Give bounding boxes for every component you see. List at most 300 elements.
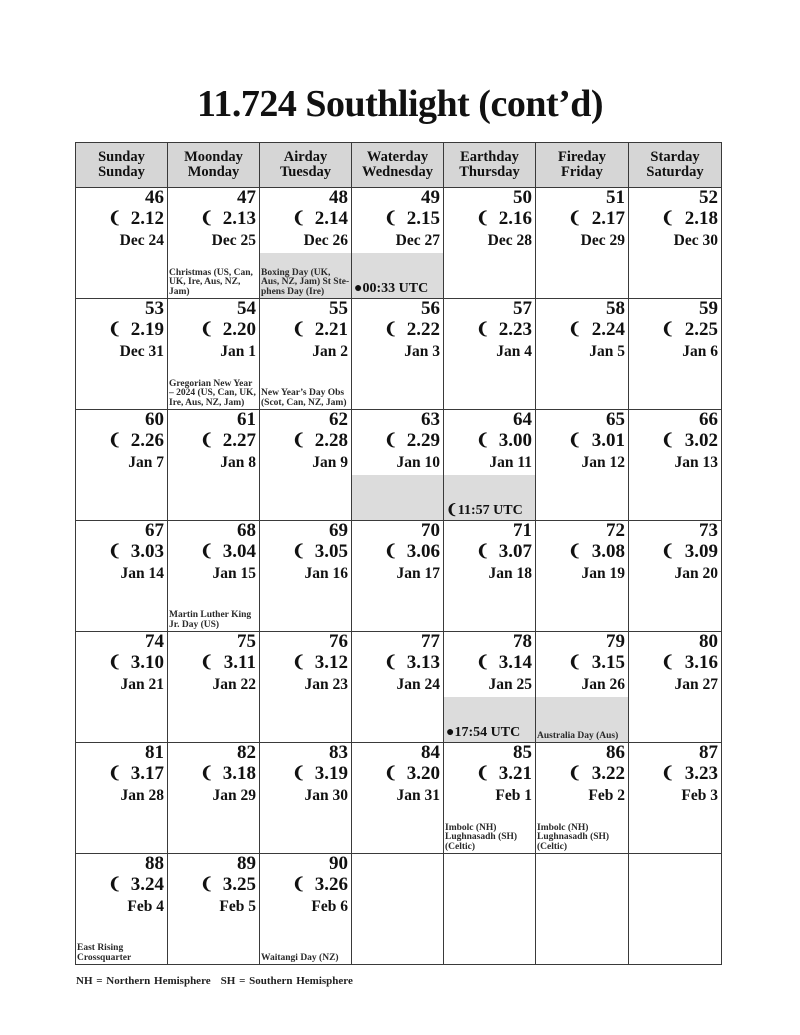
crescent-moon-icon: ❨ <box>200 321 214 338</box>
lunar-date <box>172 319 256 341</box>
moon-phase-time: ❨11:57 UTC <box>446 503 523 518</box>
lunar-value: 3.08 <box>591 541 625 562</box>
lunar-date <box>633 430 718 452</box>
crescent-moon-icon: ❨ <box>200 432 214 449</box>
day-number: 72 <box>606 520 625 541</box>
day-number: 54 <box>237 298 256 319</box>
day-number: 86 <box>606 742 625 763</box>
lunar-value: 3.21 <box>498 763 532 784</box>
day-number: 76 <box>329 631 348 652</box>
day-number: 55 <box>329 298 348 319</box>
header-tuesday: Airday Tuesday <box>260 143 352 188</box>
lunar-value: 3.00 <box>498 430 532 451</box>
week-row <box>76 854 722 965</box>
lunar-value: 3.19 <box>314 763 348 784</box>
lunar-value: 3.07 <box>498 541 532 562</box>
crescent-moon-icon: ❨ <box>568 210 582 227</box>
gregorian-date: Dec 29 <box>580 232 625 249</box>
footnote-nh: NH = Northern Hemisphere <box>76 975 211 987</box>
highlight-shade <box>352 475 443 520</box>
holiday-note: East Rising Crossquarter <box>77 943 132 963</box>
day-cell <box>536 410 629 521</box>
day-number: 84 <box>421 742 440 763</box>
lunar-value: 3.14 <box>498 652 532 673</box>
day-number: 60 <box>145 409 164 430</box>
lunar-date <box>633 208 718 230</box>
crescent-moon-icon: ❨ <box>476 654 490 671</box>
lunar-value: 3.09 <box>684 541 718 562</box>
lunar-date <box>448 763 532 785</box>
day-cell <box>168 521 260 632</box>
day-cell <box>168 632 260 743</box>
lunar-value: 3.20 <box>406 763 440 784</box>
lunar-value: 2.14 <box>314 208 348 229</box>
lunar-value: 2.26 <box>130 430 164 451</box>
lunar-date <box>448 319 532 341</box>
day-number: 82 <box>237 742 256 763</box>
lunar-date <box>264 652 348 674</box>
crescent-moon-icon: ❨ <box>108 654 122 671</box>
day-cell <box>260 743 352 854</box>
crescent-moon-icon: ❨ <box>384 543 398 560</box>
gregorian-date: Jan 14 <box>120 565 164 582</box>
gregorian-date: Jan 3 <box>404 343 440 360</box>
gregorian-date: Jan 5 <box>589 343 625 360</box>
crescent-moon-icon: ❨ <box>568 765 582 782</box>
lunar-date <box>633 652 718 674</box>
crescent-moon-icon: ❨ <box>661 432 675 449</box>
lunar-date <box>80 208 164 230</box>
day-cell <box>629 632 722 743</box>
day-number: 64 <box>513 409 532 430</box>
lunar-value: 3.25 <box>222 874 256 895</box>
lunar-value: 2.29 <box>406 430 440 451</box>
holiday-note: Waitangi Day (NZ) <box>261 952 339 963</box>
gregorian-date: Jan 27 <box>674 676 718 693</box>
lunar-value: 3.05 <box>314 541 348 562</box>
holiday-note: Australia Day (Aus) <box>537 730 619 741</box>
day-cell <box>352 188 444 299</box>
day-cell <box>352 854 444 965</box>
crescent-moon-icon: ❨ <box>476 765 490 782</box>
crescent-moon-icon: ❨ <box>661 654 675 671</box>
day-cell <box>168 743 260 854</box>
lunar-date <box>80 319 164 341</box>
day-number: 59 <box>699 298 718 319</box>
lunar-date <box>540 763 625 785</box>
lunar-value: 3.11 <box>223 652 256 673</box>
gregorian-date: Jan 11 <box>489 454 532 471</box>
day-cell <box>76 521 168 632</box>
lunar-value: 3.22 <box>591 763 625 784</box>
lunar-date <box>172 208 256 230</box>
day-number: 75 <box>237 631 256 652</box>
lunar-date <box>633 541 718 563</box>
gregorian-date: Jan 19 <box>581 565 625 582</box>
lunar-value: 3.03 <box>130 541 164 562</box>
gregorian-date: Dec 30 <box>673 232 718 249</box>
day-number: 63 <box>421 409 440 430</box>
lunar-value: 2.22 <box>406 319 440 340</box>
gregorian-date: Jan 7 <box>128 454 164 471</box>
day-cell <box>76 188 168 299</box>
gregorian-date: Feb 5 <box>219 898 256 915</box>
crescent-moon-icon: ❨ <box>384 210 398 227</box>
day-number: 48 <box>329 187 348 208</box>
day-number: 73 <box>699 520 718 541</box>
lunar-value: 2.12 <box>130 208 164 229</box>
lunar-value: 3.12 <box>314 652 348 673</box>
day-number: 47 <box>237 187 256 208</box>
day-cell <box>629 743 722 854</box>
crescent-moon-icon: ❨ <box>108 432 122 449</box>
day-cell <box>629 299 722 410</box>
gregorian-date: Dec 26 <box>303 232 348 249</box>
day-cell <box>260 632 352 743</box>
lunar-date <box>540 652 625 674</box>
day-cell <box>76 854 168 965</box>
crescent-moon-icon: ❨ <box>292 654 306 671</box>
day-cell <box>536 188 629 299</box>
lunar-date <box>540 208 625 230</box>
crescent-moon-icon: ❨ <box>292 876 306 893</box>
lunar-date <box>448 430 532 452</box>
lunar-value: 3.17 <box>130 763 164 784</box>
footnote-legend <box>76 975 353 987</box>
day-cell <box>629 521 722 632</box>
crescent-moon-icon: ❨ <box>108 321 122 338</box>
lunar-date <box>264 874 348 896</box>
crescent-moon-icon: ❨ <box>292 432 306 449</box>
day-number: 68 <box>237 520 256 541</box>
lunar-date <box>633 319 718 341</box>
crescent-moon-icon: ❨ <box>476 210 490 227</box>
holiday-note: Boxing Day (UK, Aus, NZ, Jam) St Ste- phens Day (Ire) <box>261 267 350 297</box>
lunar-value: 3.10 <box>130 652 164 673</box>
gregorian-date: Feb 2 <box>588 787 625 804</box>
crescent-moon-icon: ❨ <box>384 321 398 338</box>
lunar-value: 3.02 <box>684 430 718 451</box>
crescent-moon-icon: ❨ <box>200 765 214 782</box>
lunar-date <box>80 430 164 452</box>
day-cell <box>444 410 536 521</box>
week-row <box>76 632 722 743</box>
lunar-value: 3.13 <box>406 652 440 673</box>
day-cell <box>352 632 444 743</box>
crescent-moon-icon: ❨ <box>568 432 582 449</box>
day-cell <box>260 521 352 632</box>
crescent-moon-icon: ❨ <box>108 210 122 227</box>
lunar-date <box>540 319 625 341</box>
day-cell <box>444 299 536 410</box>
lunar-date <box>356 763 440 785</box>
day-number: 66 <box>699 409 718 430</box>
lunar-date <box>264 430 348 452</box>
crescent-moon-icon: ❨ <box>661 210 675 227</box>
page-title: 11.724 Southlight (cont’d) <box>196 83 604 125</box>
lunar-value: 2.28 <box>314 430 348 451</box>
lunar-date <box>356 652 440 674</box>
gregorian-date: Jan 25 <box>488 676 532 693</box>
crescent-moon-icon: ❨ <box>568 543 582 560</box>
week-row <box>76 410 722 521</box>
crescent-moon-icon: ❨ <box>292 543 306 560</box>
day-cell <box>536 299 629 410</box>
gregorian-date: Feb 1 <box>495 787 532 804</box>
day-number: 79 <box>606 631 625 652</box>
lunar-date <box>80 652 164 674</box>
day-number: 88 <box>145 853 164 874</box>
day-number: 83 <box>329 742 348 763</box>
lunar-value: 3.01 <box>591 430 625 451</box>
day-cell <box>352 410 444 521</box>
gregorian-date: Jan 24 <box>396 676 440 693</box>
day-cell <box>629 410 722 521</box>
gregorian-date: Jan 4 <box>496 343 532 360</box>
day-cell <box>536 854 629 965</box>
lunar-value: 2.20 <box>222 319 256 340</box>
gregorian-date: Feb 6 <box>311 898 348 915</box>
crescent-moon-icon: ❨ <box>661 321 675 338</box>
header-thursday: Earthday Thursday <box>444 143 536 188</box>
gregorian-date: Jan 12 <box>581 454 625 471</box>
gregorian-date: Dec 31 <box>119 343 164 360</box>
crescent-moon-icon: ❨ <box>384 654 398 671</box>
day-number: 90 <box>329 853 348 874</box>
crescent-moon-icon: ❨ <box>108 543 122 560</box>
lunar-value: 2.19 <box>130 319 164 340</box>
lunar-value: 3.26 <box>314 874 348 895</box>
week-row <box>76 299 722 410</box>
gregorian-date: Jan 30 <box>304 787 348 804</box>
crescent-moon-icon: ❨ <box>200 210 214 227</box>
day-cell <box>444 743 536 854</box>
day-number: 70 <box>421 520 440 541</box>
day-number: 58 <box>606 298 625 319</box>
day-number: 77 <box>421 631 440 652</box>
header-saturday: Starday Saturday <box>629 143 722 188</box>
day-cell <box>629 854 722 965</box>
gregorian-date: Dec 25 <box>211 232 256 249</box>
weekday-header-row <box>76 143 722 188</box>
crescent-moon-icon: ❨ <box>661 765 675 782</box>
crescent-moon-icon: ❨ <box>200 654 214 671</box>
lunar-value: 2.15 <box>406 208 440 229</box>
day-number: 85 <box>513 742 532 763</box>
day-number: 81 <box>145 742 164 763</box>
gregorian-date: Jan 22 <box>212 676 256 693</box>
day-number: 57 <box>513 298 532 319</box>
gregorian-date: Jan 28 <box>120 787 164 804</box>
lunar-date <box>356 541 440 563</box>
lunar-value: 3.24 <box>130 874 164 895</box>
lunar-date <box>264 763 348 785</box>
day-number: 62 <box>329 409 348 430</box>
gregorian-date: Dec 28 <box>487 232 532 249</box>
day-cell <box>352 743 444 854</box>
gregorian-date: Jan 15 <box>212 565 256 582</box>
gregorian-date: Dec 27 <box>395 232 440 249</box>
gregorian-date: Feb 4 <box>127 898 164 915</box>
lunar-value: 3.23 <box>684 763 718 784</box>
lunar-date <box>356 319 440 341</box>
gregorian-date: Jan 26 <box>581 676 625 693</box>
crescent-moon-icon: ❨ <box>568 321 582 338</box>
day-number: 80 <box>699 631 718 652</box>
day-cell <box>536 521 629 632</box>
lunar-date <box>264 319 348 341</box>
header-monday: Moonday Monday <box>168 143 260 188</box>
day-number: 53 <box>145 298 164 319</box>
crescent-moon-icon: ❨ <box>661 543 675 560</box>
crescent-moon-icon: ❨ <box>568 654 582 671</box>
gregorian-date: Jan 13 <box>674 454 718 471</box>
crescent-moon-icon: ❨ <box>384 432 398 449</box>
day-cell <box>168 854 260 965</box>
calendar-grid <box>75 142 722 965</box>
lunar-value: 2.17 <box>591 208 625 229</box>
lunar-value: 3.18 <box>222 763 256 784</box>
holiday-note: Gregorian New Year – 2024 (US, Can, UK, Ire, Aus, NZ, Jam) <box>169 378 256 408</box>
holiday-note: New Year’s Day Obs (Scot, Can, NZ, Jam) <box>261 388 347 408</box>
holiday-note: Martin Luther King Jr. Day (US) <box>169 610 252 630</box>
crescent-moon-icon: ❨ <box>292 321 306 338</box>
lunar-value: 3.16 <box>684 652 718 673</box>
lunar-date <box>80 541 164 563</box>
day-cell <box>352 299 444 410</box>
day-cell <box>168 188 260 299</box>
crescent-moon-icon: ❨ <box>200 543 214 560</box>
gregorian-date: Jan 23 <box>304 676 348 693</box>
day-number: 61 <box>237 409 256 430</box>
lunar-date <box>172 430 256 452</box>
day-number: 50 <box>513 187 532 208</box>
gregorian-date: Jan 18 <box>488 565 532 582</box>
gregorian-date: Jan 10 <box>396 454 440 471</box>
day-number: 51 <box>606 187 625 208</box>
holiday-note: Christmas (US, Can, UK, Ire, Aus, NZ, Jam) <box>169 267 253 297</box>
day-cell <box>260 188 352 299</box>
lunar-date <box>80 874 164 896</box>
lunar-date <box>172 652 256 674</box>
day-number: 87 <box>699 742 718 763</box>
crescent-moon-icon: ❨ <box>476 321 490 338</box>
lunar-date <box>633 763 718 785</box>
day-cell <box>444 632 536 743</box>
week-row <box>76 743 722 854</box>
crescent-moon-icon: ❨ <box>292 210 306 227</box>
footnote-sh: SH = Southern Hemisphere <box>220 975 353 987</box>
holiday-note: Imbolc (NH) Lughnasadh (SH) (Celtic) <box>445 822 518 852</box>
day-number: 49 <box>421 187 440 208</box>
lunar-date <box>540 430 625 452</box>
day-number: 89 <box>237 853 256 874</box>
gregorian-date: Jan 1 <box>220 343 256 360</box>
header-sunday: Sunday Sunday <box>76 143 168 188</box>
holiday-note: Imbolc (NH) Lughnasadh (SH) (Celtic) <box>537 822 610 852</box>
day-cell <box>76 410 168 521</box>
lunar-value: 3.15 <box>591 652 625 673</box>
week-row <box>76 188 722 299</box>
lunar-value: 2.24 <box>591 319 625 340</box>
day-number: 65 <box>606 409 625 430</box>
day-number: 74 <box>145 631 164 652</box>
lunar-value: 2.21 <box>314 319 348 340</box>
gregorian-date: Jan 8 <box>220 454 256 471</box>
lunar-value: 2.23 <box>498 319 532 340</box>
lunar-value: 3.06 <box>406 541 440 562</box>
lunar-value: 2.16 <box>498 208 532 229</box>
moon-phase-time: ●00:33 UTC <box>354 281 429 296</box>
gregorian-date: Jan 9 <box>312 454 348 471</box>
day-cell <box>444 521 536 632</box>
header-friday: Fireday Friday <box>536 143 629 188</box>
day-number: 46 <box>145 187 164 208</box>
gregorian-date: Jan 17 <box>396 565 440 582</box>
crescent-moon-icon: ❨ <box>108 765 122 782</box>
moon-phase-time: ●17:54 UTC <box>446 725 521 740</box>
day-number: 56 <box>421 298 440 319</box>
day-cell <box>76 632 168 743</box>
day-cell <box>168 299 260 410</box>
lunar-date <box>172 763 256 785</box>
lunar-value: 2.18 <box>684 208 718 229</box>
gregorian-date: Jan 16 <box>304 565 348 582</box>
lunar-date <box>356 208 440 230</box>
day-cell <box>629 188 722 299</box>
crescent-moon-icon: ❨ <box>292 765 306 782</box>
week-row <box>76 521 722 632</box>
lunar-value: 2.13 <box>222 208 256 229</box>
gregorian-date: Feb 3 <box>681 787 718 804</box>
crescent-moon-icon: ❨ <box>384 765 398 782</box>
lunar-date <box>80 763 164 785</box>
gregorian-date: Jan 6 <box>682 343 718 360</box>
lunar-date <box>172 541 256 563</box>
day-cell <box>536 632 629 743</box>
day-cell <box>260 410 352 521</box>
lunar-date <box>448 652 532 674</box>
crescent-moon-icon: ❨ <box>108 876 122 893</box>
crescent-moon-icon: ❨ <box>476 543 490 560</box>
day-number: 78 <box>513 631 532 652</box>
lunar-date <box>356 430 440 452</box>
lunar-date <box>448 208 532 230</box>
lunar-date <box>540 541 625 563</box>
lunar-date <box>172 874 256 896</box>
lunar-value: 2.27 <box>222 430 256 451</box>
lunar-date <box>264 541 348 563</box>
gregorian-date: Jan 31 <box>396 787 440 804</box>
gregorian-date: Jan 2 <box>312 343 348 360</box>
gregorian-date: Dec 24 <box>119 232 164 249</box>
lunar-value: 2.25 <box>684 319 718 340</box>
day-cell <box>444 188 536 299</box>
day-number: 52 <box>699 187 718 208</box>
day-cell <box>76 299 168 410</box>
day-cell <box>352 521 444 632</box>
day-cell <box>260 854 352 965</box>
day-number: 69 <box>329 520 348 541</box>
day-cell <box>76 743 168 854</box>
lunar-value: 3.04 <box>222 541 256 562</box>
crescent-moon-icon: ❨ <box>476 432 490 449</box>
day-cell <box>444 854 536 965</box>
day-cell <box>260 299 352 410</box>
day-cell <box>536 743 629 854</box>
crescent-moon-icon: ❨ <box>200 876 214 893</box>
day-cell <box>168 410 260 521</box>
